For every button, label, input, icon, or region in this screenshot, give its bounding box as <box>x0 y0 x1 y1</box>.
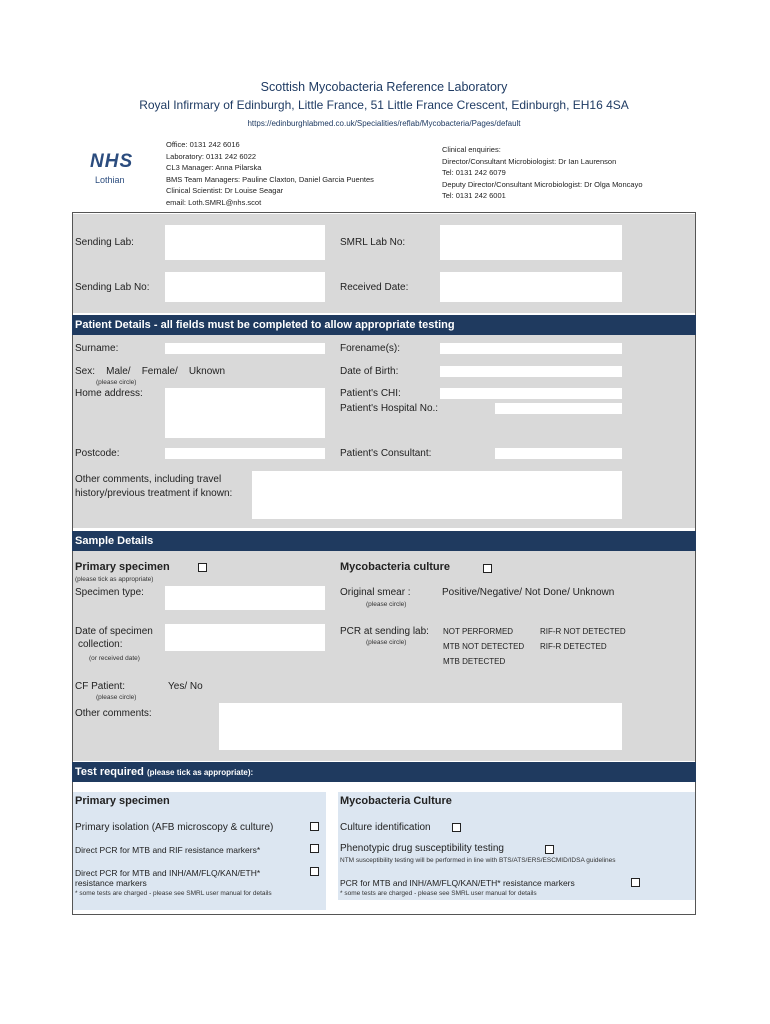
culture-checkbox[interactable] <box>483 564 492 573</box>
chi-field[interactable] <box>440 388 622 399</box>
contact-bms-managers: BMS Team Managers: Pauline Claxton, Daniel Garcia Puentes <box>166 174 374 184</box>
sample-other-field[interactable] <box>219 703 622 750</box>
clinical-enquiries: Clinical enquiries: <box>442 145 501 154</box>
pcr-rif-checkbox[interactable] <box>310 844 319 853</box>
specimen-date-label-2: collection: <box>78 639 123 650</box>
contact-laboratory: Laboratory: 0131 242 6022 <box>166 151 257 161</box>
forenames-label: Forename(s): <box>340 343 401 354</box>
hospital-no-label: Patient's Hospital No.: <box>340 403 439 414</box>
primary-specimen-label: Primary specimen <box>75 561 170 573</box>
tick-note: (please tick as appropriate) <box>75 576 154 583</box>
primary-tests-title: Primary specimen <box>75 795 170 807</box>
contact-cl3-manager: CL3 Manager: Anna Pilarska <box>166 163 262 173</box>
contact-director: Director/Consultant Microbiologist: Dr Ian Laurenson <box>442 156 617 166</box>
sample-details-bar: Sample Details <box>72 531 696 551</box>
smear-circle-note: (please circle) <box>366 601 407 608</box>
contacts-right <box>442 144 643 202</box>
pcr-label: PCR at sending lab: <box>340 626 429 637</box>
lab-url-link[interactable]: https://edinburghlabmed.co.uk/Specialities/reflab/Mycobacteria/Pages/default <box>247 119 521 128</box>
sending-lab-no-label: Sending Lab No: <box>75 282 150 293</box>
primary-isolation-checkbox[interactable] <box>310 822 319 831</box>
forenames-field[interactable] <box>440 343 622 354</box>
primary-isolation-label: Primary isolation (AFB microscopy & culture) <box>75 822 274 833</box>
test-required-title: Test required <box>75 766 144 778</box>
postcode-label: Postcode: <box>75 448 120 459</box>
contact-deputy-tel: Tel: 0131 242 6001 <box>442 191 506 201</box>
dob-label: Date of Birth: <box>340 366 399 377</box>
culture-id-label: Culture identification <box>340 822 431 833</box>
form-header <box>72 75 696 213</box>
smear-options[interactable]: Positive/Negative/ Not Done/ Unknown <box>442 587 615 598</box>
specimen-date-field[interactable] <box>165 624 325 651</box>
surname-field[interactable] <box>165 343 325 354</box>
postcode-field[interactable] <box>165 448 325 459</box>
contact-office: Office: 0131 242 6016 <box>166 140 240 149</box>
contact-email[interactable]: email: Loth.SMRL@nhs.scot <box>166 197 262 207</box>
received-date-field[interactable] <box>440 272 622 302</box>
consultant-label: Patient's Consultant: <box>340 448 432 459</box>
sex-circle-note: (please circle) <box>96 379 137 386</box>
chi-label: Patient's CHI: <box>340 388 401 399</box>
contact-director-tel: Tel: 0131 242 6079 <box>442 168 506 178</box>
primary-charge-note: * some tests are charged - please see SMRL user manual for details <box>75 890 272 897</box>
test-required-bar <box>72 762 696 782</box>
pcr-inh-checkbox[interactable] <box>310 867 319 876</box>
culture-charge-note: * some tests are charged - please see SMRL user manual for details <box>340 890 537 897</box>
phenotypic-dst-checkbox[interactable] <box>545 845 554 854</box>
lab-title: Scottish Mycobacteria Reference Laboratory <box>260 80 508 94</box>
primary-specimen-checkbox[interactable] <box>198 563 207 572</box>
other-comments-field[interactable] <box>252 471 622 519</box>
pcr-option-mtb-not-detected[interactable]: MTB NOT DETECTED <box>443 642 525 651</box>
nhs-lothian-logo: NHS Lothian <box>90 151 134 185</box>
pcr-option-rifr-not-detected[interactable]: RIF-R NOT DETECTED <box>540 627 626 636</box>
culture-tests-title: Mycobacteria Culture <box>340 795 452 807</box>
lab-address: Royal Infirmary of Edinburgh, Little France, 51 Little France Crescent, Edinburgh, EH16 4SA <box>139 98 629 112</box>
cf-patient-options[interactable]: Yes/ No <box>168 681 203 692</box>
hospital-no-field[interactable] <box>495 403 622 414</box>
other-comments-label-2: history/previous treatment if known: <box>75 488 233 499</box>
pcr-option-not-performed[interactable]: NOT PERFORMED <box>443 627 514 636</box>
contacts-left <box>166 139 374 209</box>
sending-lab-no-field[interactable] <box>165 272 325 302</box>
pcr-inh-label-2: resistance markers <box>75 878 147 888</box>
sample-other-label: Other comments: <box>75 708 152 719</box>
phenotypic-dst-label: Phenotypic drug susceptibility testing <box>340 843 504 854</box>
received-date-label: Received Date: <box>340 282 409 293</box>
smrl-lab-no-label: SMRL Lab No: <box>340 237 406 248</box>
cf-circle-note: (please circle) <box>96 694 137 701</box>
smrl-lab-no-field[interactable] <box>440 225 622 260</box>
culture-pcr-label: PCR for MTB and INH/AM/FLQ/KAN/ETH* resistance markers <box>340 878 575 888</box>
specimen-type-label: Specimen type: <box>75 587 144 598</box>
culture-id-checkbox[interactable] <box>452 823 461 832</box>
pcr-option-mtb-detected[interactable]: MTB DETECTED <box>443 657 506 666</box>
home-address-field[interactable] <box>165 388 325 438</box>
cf-patient-label: CF Patient: <box>75 681 126 692</box>
specimen-type-field[interactable] <box>165 586 325 610</box>
pcr-rif-label: Direct PCR for MTB and RIF resistance markers* <box>75 845 261 855</box>
pcr-option-rifr-detected[interactable]: RIF-R DETECTED <box>540 642 607 651</box>
ntm-guidelines-note: NTM susceptibility testing will be performed in line with BTS/ATS/ERS/ESCMID/IDSA guidelines <box>340 857 616 864</box>
specimen-date-note: (or received date) <box>89 655 140 662</box>
other-comments-label-1: Other comments, including travel <box>75 474 222 485</box>
consultant-field[interactable] <box>495 448 622 459</box>
sending-lab-label: Sending Lab: <box>75 237 134 248</box>
smear-label: Original smear : <box>340 587 411 598</box>
contact-deputy: Deputy Director/Consultant Microbiologist: Dr Olga Moncayo <box>442 179 643 189</box>
pcr-inh-label-1: Direct PCR for MTB and INH/AM/FLQ/KAN/ETH* <box>75 868 261 878</box>
sending-lab-field[interactable] <box>165 225 325 260</box>
sex-label[interactable]: Sex: Male/ Female/ Uknown <box>75 366 226 377</box>
home-address-label: Home address: <box>75 388 143 399</box>
dob-field[interactable] <box>440 366 622 377</box>
patient-details-bar: Patient Details - all fields must be completed to allow appropriate testing <box>72 315 696 335</box>
surname-label: Surname: <box>75 343 119 354</box>
test-required-note: (please tick as appropriate): <box>146 768 254 777</box>
culture-pcr-checkbox[interactable] <box>631 878 640 887</box>
pcr-circle-note: (please circle) <box>366 639 407 646</box>
culture-label: Mycobacteria culture <box>340 561 451 573</box>
specimen-date-label-1: Date of specimen <box>75 626 153 637</box>
contact-scientist: Clinical Scientist: Dr Louise Seagar <box>166 186 284 196</box>
